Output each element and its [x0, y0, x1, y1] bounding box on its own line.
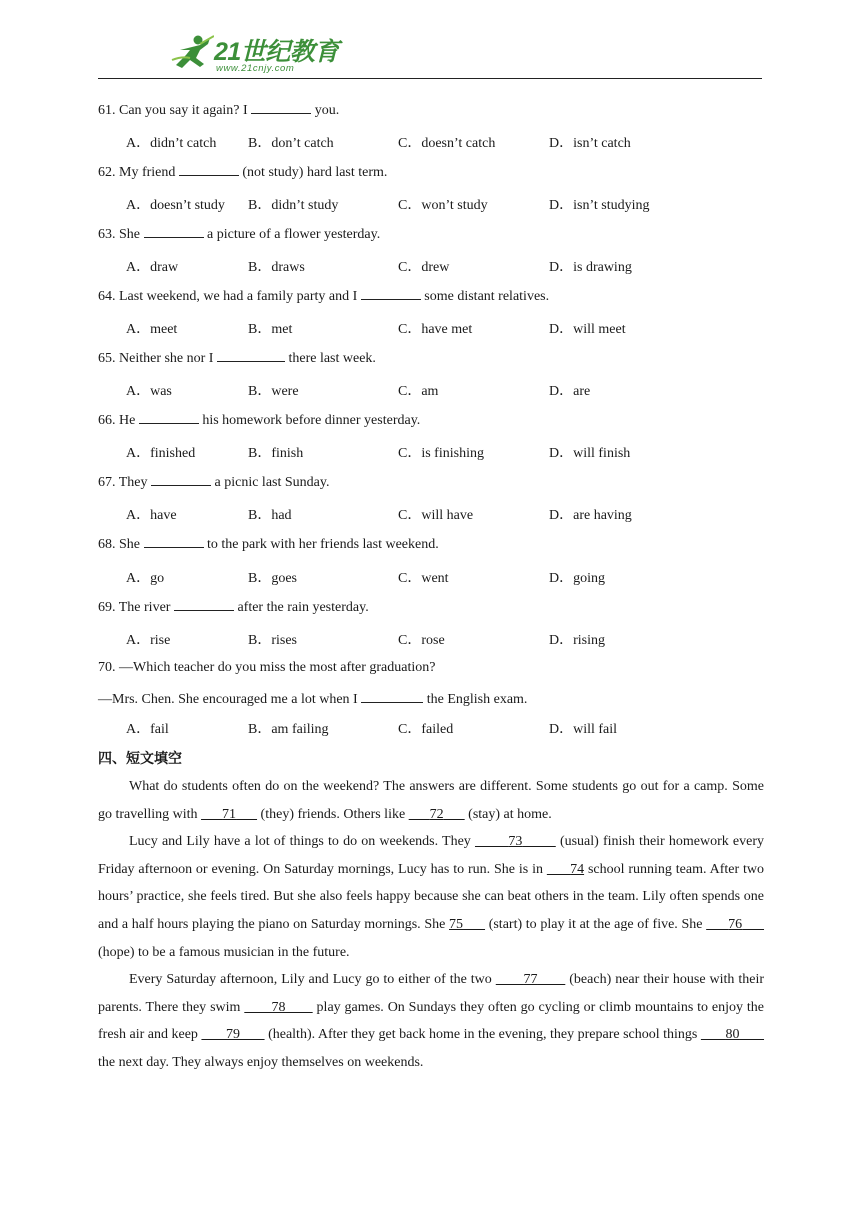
passage-text: (hope) to be a famous musician in the future. — [98, 944, 350, 960]
option-d[interactable]: D．is drawing — [549, 260, 632, 275]
option-c[interactable]: C．failed — [398, 722, 454, 737]
question-text: They — [118, 475, 152, 490]
blank-77[interactable]: 77 — [523, 972, 538, 988]
question-68 — [98, 535, 439, 553]
question-text: —Which teacher do you miss the most after graduation? — [119, 660, 436, 675]
question-text-tail: after the rain yesterday. — [233, 600, 369, 615]
option-a[interactable]: A．fail — [126, 722, 169, 737]
passage-text: play games. On Sundays they often go cycling or climb mountains to enjoy the fresh air and keep — [98, 999, 765, 1043]
option-c[interactable]: C．won’t study — [398, 198, 488, 213]
question-number: 61. — [98, 103, 116, 118]
option-c[interactable]: C．have met — [398, 322, 473, 337]
passage-text: (start) to play it at the age of five. She — [485, 916, 707, 932]
passage-text: (health). After they get back home in the evening, they prepare school things — [264, 1027, 701, 1043]
passage-text: (they) friends. Others like — [257, 806, 409, 822]
option-b[interactable]: B．had — [248, 508, 292, 523]
blank-79[interactable]: 79 — [226, 1027, 240, 1043]
question-text: Neither she nor I — [119, 351, 217, 366]
option-c[interactable]: C．will have — [398, 508, 474, 523]
question-64 — [98, 287, 549, 305]
question-67 — [98, 473, 329, 491]
question-number: 68. — [98, 537, 116, 552]
option-c[interactable]: C．is finishing — [398, 446, 484, 461]
question-number: 70. — [98, 660, 116, 675]
answer-blank[interactable] — [361, 690, 423, 703]
option-b[interactable]: B．met — [248, 322, 293, 337]
option-b[interactable]: B．am failing — [248, 722, 329, 737]
option-d[interactable]: D．isn’t studying — [549, 198, 650, 213]
question-text: The river — [118, 600, 174, 615]
question-number: 65. — [98, 351, 116, 366]
passage-text: (stay) at home. — [464, 806, 552, 822]
blank-73[interactable]: 73 — [508, 834, 523, 850]
logo-url: www.21cnjy.com — [216, 63, 295, 74]
answer-blank[interactable] — [144, 225, 204, 238]
option-a[interactable]: A．rise — [126, 633, 171, 648]
answer-blank[interactable] — [251, 101, 311, 114]
answer-blank[interactable] — [174, 598, 234, 611]
passage-paragraph-2 — [98, 828, 764, 966]
question-text: —Mrs. Chen. She encouraged me a lot when I — [98, 692, 362, 707]
question-text: My friend — [119, 165, 179, 180]
question-text-tail: the English exam. — [423, 692, 528, 707]
option-c[interactable]: C．went — [398, 571, 449, 586]
question-70 — [98, 660, 435, 676]
question-63 — [98, 225, 380, 243]
question-text-tail: there last week. — [284, 351, 376, 366]
question-text: He — [119, 413, 139, 428]
answer-blank[interactable] — [217, 349, 285, 362]
logo-text: 21世纪教育 — [214, 38, 339, 66]
question-number: 64. — [98, 289, 116, 304]
option-d[interactable]: D．will fail — [549, 722, 618, 737]
question-61 — [98, 101, 339, 119]
question-number: 69. — [98, 600, 116, 615]
question-text-tail: to the park with her friends last weekend. — [203, 537, 439, 552]
passage-text: (usual) finish their homework every Friday afternoon or evening. On Saturday mornings, Lucy has to run. She is in — [98, 834, 765, 877]
question-text-tail: (not study) hard last term. — [238, 165, 388, 180]
option-b[interactable]: B．draws — [248, 260, 305, 275]
site-logo — [170, 32, 340, 76]
question-66 — [98, 411, 420, 429]
passage-paragraph-3 — [98, 966, 764, 1076]
option-c[interactable]: C．rose — [398, 633, 445, 648]
question-text: Last weekend, we had a family party and I — [119, 289, 361, 304]
passage-text: school running team. After two hours’ practice, she feels tired. But she also feels happy because she can beat others in the team. Lily often spends one and a half hours playing the piano on Saturday mornings. She — [98, 861, 765, 932]
option-c[interactable]: C．drew — [398, 260, 450, 275]
option-b[interactable]: B．goes — [248, 571, 297, 586]
option-d[interactable]: D．will meet — [549, 322, 626, 337]
question-number: 62. — [98, 165, 116, 180]
option-b[interactable]: B．were — [248, 384, 299, 399]
question-number: 63. — [98, 227, 116, 242]
question-number: 66. — [98, 413, 116, 428]
option-b[interactable]: B．don’t catch — [248, 136, 334, 151]
answer-blank[interactable] — [361, 287, 421, 300]
blank-74[interactable]: 74 — [570, 861, 585, 877]
option-a[interactable]: A．meet — [126, 322, 178, 337]
section-title: 四、短文填空 — [98, 751, 182, 767]
option-a[interactable]: A．didn’t catch — [126, 136, 217, 151]
blank-80[interactable]: 80 — [725, 1027, 740, 1043]
option-b[interactable]: B．finish — [248, 446, 304, 461]
option-a[interactable]: A．go — [126, 571, 165, 586]
option-d[interactable]: D．will finish — [549, 446, 631, 461]
question-text: She — [119, 537, 144, 552]
blank-78[interactable]: 78 — [271, 999, 286, 1015]
question-text: Can you say it again? I — [119, 103, 252, 118]
blank-71[interactable]: 71 — [222, 806, 237, 822]
option-d[interactable]: D．going — [549, 571, 605, 586]
passage-paragraph-1 — [98, 773, 764, 828]
question-text-tail: you. — [311, 103, 340, 118]
question-text-tail: his homework before dinner yesterday. — [198, 413, 421, 428]
blank-76[interactable]: 76 — [728, 916, 743, 932]
option-c[interactable]: C．doesn’t catch — [398, 136, 496, 151]
passage-text: Every Saturday afternoon, Lily and Lucy go to either of the two — [129, 972, 496, 988]
option-a[interactable]: A．have — [126, 508, 177, 523]
option-d[interactable]: D．isn’t catch — [549, 136, 631, 151]
question-text-tail: a picture of a flower yesterday. — [203, 227, 381, 242]
option-a[interactable]: A．draw — [126, 260, 179, 275]
option-a[interactable]: A．doesn’t study — [126, 198, 225, 213]
option-d[interactable]: D．are — [549, 384, 591, 399]
question-text-tail: some distant relatives. — [420, 289, 550, 304]
blank-72[interactable]: 72 — [429, 806, 444, 822]
passage-text: Lucy and Lily have a lot of things to do on weekends. They — [129, 834, 475, 850]
blank-75[interactable]: 75 — [449, 916, 464, 932]
option-c[interactable]: C．am — [398, 384, 439, 399]
option-d[interactable]: D．rising — [549, 633, 605, 648]
question-text-tail: a picnic last Sunday. — [211, 475, 330, 490]
cloze-passage — [98, 773, 764, 1077]
question-70-line2 — [98, 690, 527, 708]
passage-text: the next day. They always enjoy themselves on weekends. — [98, 1054, 424, 1070]
question-69 — [98, 598, 369, 616]
answer-blank[interactable] — [144, 535, 204, 548]
option-a[interactable]: A．finished — [126, 446, 196, 461]
option-a[interactable]: A．was — [126, 384, 172, 399]
option-b[interactable]: B．rises — [248, 633, 297, 648]
answer-blank[interactable] — [151, 473, 211, 486]
passage-text: (beach) near their house with their parents. There they swim — [98, 972, 765, 1015]
passage-text: What do students often do on the weekend? The answers are different. Some students go out for a camp. Some go travelling with — [98, 779, 764, 822]
question-62 — [98, 163, 387, 181]
question-65 — [98, 349, 376, 367]
question-text: She — [119, 227, 144, 242]
answer-blank[interactable] — [179, 163, 239, 176]
question-number: 67. — [98, 475, 116, 490]
runner-logo-icon — [170, 34, 214, 74]
option-d[interactable]: D．are having — [549, 508, 632, 523]
answer-blank[interactable] — [139, 411, 199, 424]
page-header — [98, 28, 762, 79]
option-b[interactable]: B．didn’t study — [248, 198, 339, 213]
